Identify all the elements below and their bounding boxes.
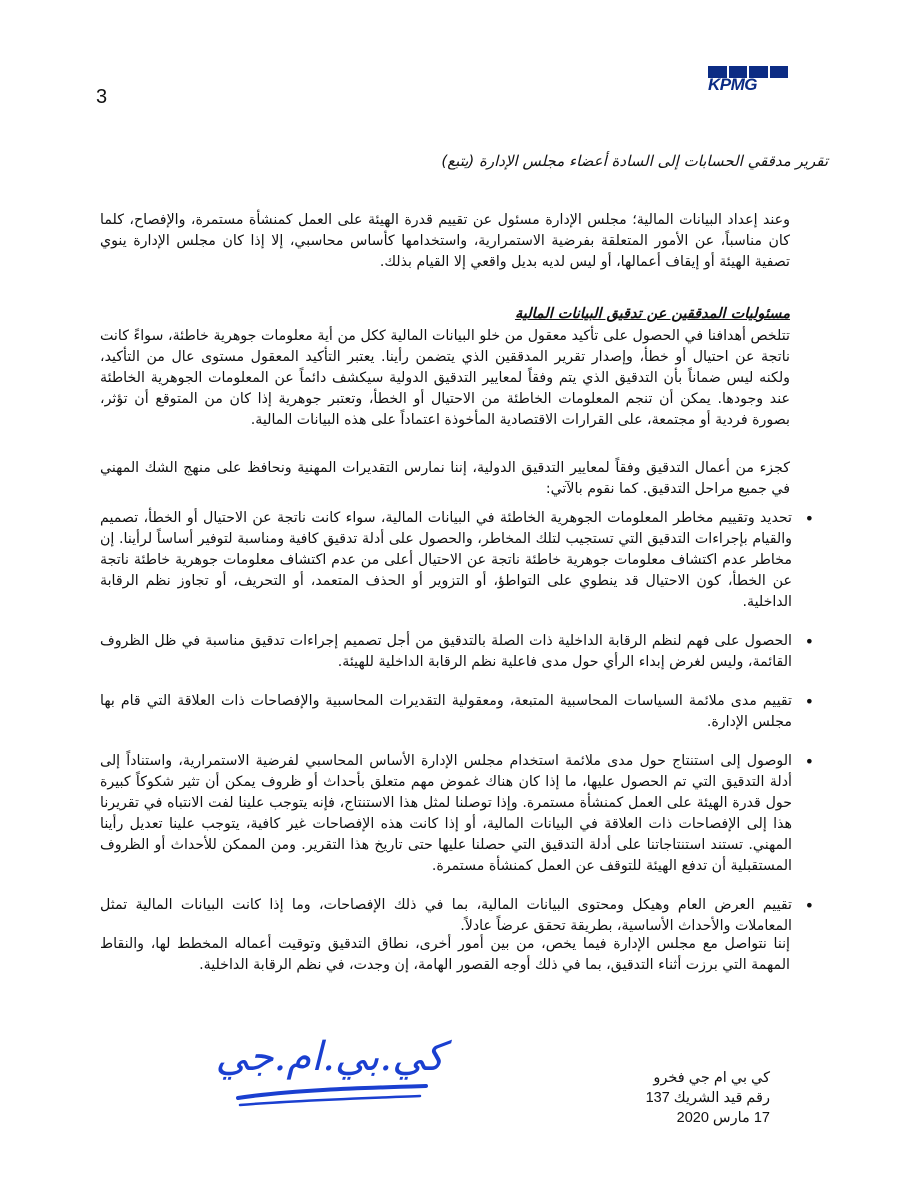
paragraph-objectives: تتلخص أهدافنا في الحصول على تأكيد معقول من خلو البيانات المالية ككل من أية معلومات جوهرية خاطئة، سواءً كانت ناتجة عن احتيال أو خطأ، وإصدار تقرير المدققين الذي يتضمن رأينا. يعتبر التأكيد المعقول مستوى عال من التأكيد، ولكنه ليس ضماناً بأن التدقيق الذي يتم وفقاً لمعايير التدقيق الدولية سيكشف دائماً عن المعلومات الجوهرية الخاطئة عند وجودها. يمكن أن تنجم المعلومات الخاطئة من الاحتيال أو الخطأ، وتعتبر جوهرية إذا كان من المتوقع أن تؤثر، بصورة فردية أو مجتمعة، على القرارات الاقتصادية المأخوذة اعتماداً على هذه البيانات المالية. — [100, 328, 790, 428]
signatory-name: كي بي ام جي فخرو — [653, 1070, 770, 1086]
handwritten-signature — [215, 1008, 445, 1118]
report-header-line: تقرير مدققي الحسابات إلى السادة أعضاء مجلس الإدارة (يتبع) — [441, 152, 828, 170]
paragraph-going-concern: وعند إعداد البيانات المالية؛ مجلس الإدارة مسئول عن تقييم قدرة الهيئة على العمل كمنشأة مستمرة، والإفصاح، كلما كان مناسباً، عن الأمور المتعلقة بفرضية الاستمرارية، واستخدامها كأساس محاسبي، إلا إذا كان مجلس الإدارة ينوي تصفية الهيئة أو إيقاف أعمالها، أو ليس لديه بديل واقعي إلا القيام بذلك. — [100, 212, 790, 270]
list-item: • الوصول إلى استنتاج حول مدى ملائمة استخدام مجلس الإدارة الأساس المحاسبي لفرضية الاستمرارية، واستناداً إلى أدلة التدقيق التي تم الحصول عليها، ما إذا كان هناك غموض مهم متعلق بأحداث أو ظروف يمكن أن تثير شكوكاً كبيرة حول قدرة الهيئة على العمل كمنشأة مستمرة. وإذا توصلنا لمثل هذا الاستنتاج، فإنه يتوجب علينا لفت الانتباه في تقريرنا هذا إلى الإفصاحات ذات العلاقة في البيانات المالية، أو إذا كانت هذه الإفصاحات غير كافية، يتوجب علينا تعديل رأينا المهني. تستند استنتاجاتنا على أدلة التدقيق التي حصلنا عليها حتى تاريخ هذا التقرير. ومن الممكن للأحداث أو الظروف المستقبلية أن تدفع الهيئة للتوقف عن العمل كمنشأة مستمرة. — [100, 751, 814, 877]
list-item: • الحصول على فهم لنظم الرقابة الداخلية ذات الصلة بالتدقيق من أجل تصميم إجراءات تدقيق مناسبة في ظل الظروف القائمة، وليس لغرض إبداء الرأي حول مدى فاعلية نظم الرقابة الداخلية للهيئة. — [100, 631, 814, 673]
partner-registration: رقم قيد الشريك 137 — [645, 1090, 770, 1106]
page-number: 3 — [96, 86, 108, 108]
logo-wordmark: KPMG — [708, 75, 757, 94]
paragraph-communication: إننا نتواصل مع مجلس الإدارة فيما يخص، من بين أمور أخرى، نطاق التدقيق وتوقيت أعماله المخطط لها، والنقاط المهمة التي برزت أثناء التدقيق، بما في ذلك أوجه القصور الهامة، إن وجدت، في نظم الرقابة الداخلية. — [100, 936, 790, 973]
paragraph-professional-judgment: كجزء من أعمال التدقيق وفقاً لمعايير التدقيق الدولية، إننا نمارس التقديرات المهنية ونحافظ على منهج الشك المهني في جميع مراحل التدقيق. كما نقوم بالآتي: — [100, 460, 790, 497]
list-item: • تقييم مدى ملائمة السياسات المحاسبية المتبعة، ومعقولية التقديرات المحاسبية والإفصاحات ذات العلاقة التي قام بها مجلس الإدارة. — [100, 691, 814, 733]
signature-date: 17 مارس 2020 — [676, 1110, 770, 1126]
kpmg-logo — [708, 66, 788, 98]
list-item: • تقييم العرض العام وهيكل ومحتوى البيانات المالية، بما في ذلك الإفصاحات، وما إذا كانت البيانات المالية تمثل المعاملات والأحداث الأساسية، بطريقة تحقق عرضاً عادلاً. — [100, 895, 814, 937]
audit-procedures-list — [100, 508, 814, 937]
section-heading-auditor-responsibilities: مسئوليات المدققين عن تدقيق البيانات المالية — [514, 306, 790, 322]
signatory-block — [620, 1068, 770, 1128]
list-item: • تحديد وتقييم مخاطر المعلومات الجوهرية الخاطئة في البيانات المالية، سواء كانت ناتجة عن الاحتيال أو الخطأ، تصميم والقيام بإجراءات التدقيق التي تستجيب لتلك المخاطر، والحصول على أدلة تدقيق كافية ومناسبة لتوفير أساساً لرأينا. إن مخاطر عدم اكتشاف معلومات جوهرية خاطئة ناتجة عن الاحتيال أعلى من عدم اكتشاف معلومات جوهرية خاطئة ناتجة عن الخطأ، كون الاحتيال قد ينطوي على التواطؤ، أو التزوير أو الحذف المتعمد، أو التحريف، أو تجاوز نظم الرقابة الداخلية. — [100, 508, 814, 613]
signature-script: كي.بي.ام.جي — [215, 1034, 445, 1080]
